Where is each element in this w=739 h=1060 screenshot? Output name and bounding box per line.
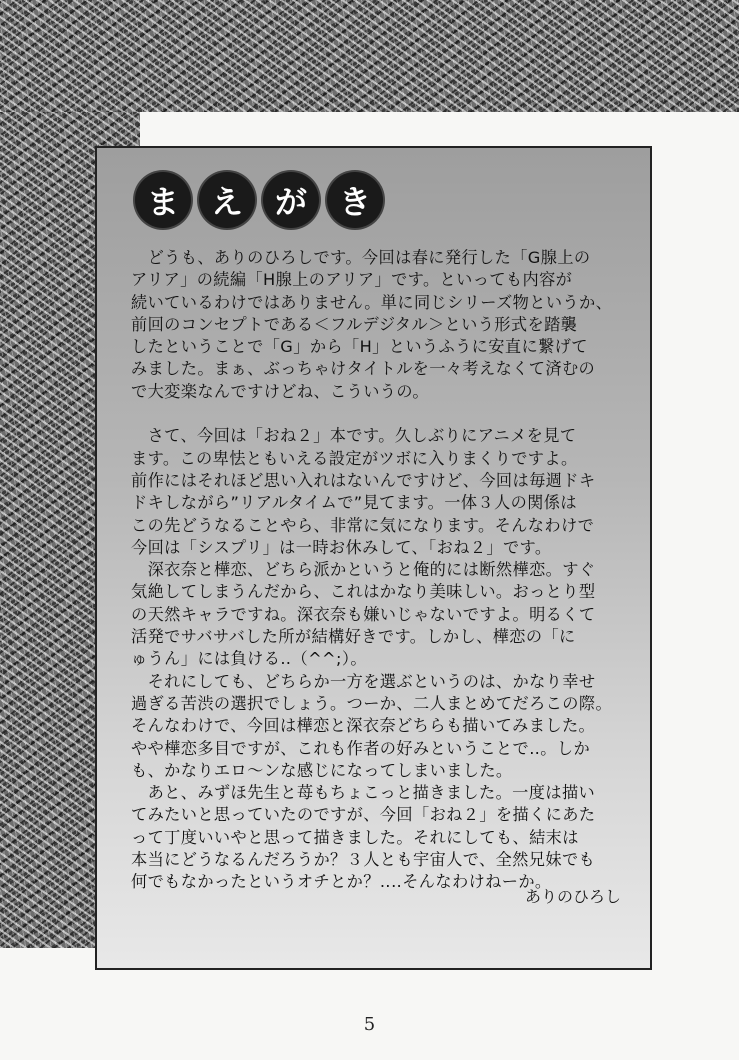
title-char: き [327, 172, 383, 228]
author-signature: ありのひろし [524, 887, 621, 906]
title-char: え [199, 172, 255, 228]
page-number: 5 [363, 1014, 376, 1035]
text-line: 前作にはそれほど思い入れはないんですけど、今回は毎週ドキ [131, 470, 596, 490]
text-line: ます。この卑怯ともいえる設定がツボに入りまくりですよ。 [131, 448, 578, 468]
paragraph-2 [131, 425, 631, 893]
text-line: 今回は「シスプリ」は一時お休みして、「おね２」です。 [131, 537, 552, 557]
text-line: みました。まぁ、ぶっちゃけタイトルを一々考えなくて済むの [131, 359, 596, 379]
page-title [135, 172, 383, 230]
text-line: それにしても、どちらか一方を選ぶというのは、かなり幸せ [131, 671, 596, 691]
text-line: さて、今回は「おね２」本です。久しぶりにアニメを見て [131, 426, 577, 446]
title-char: が [263, 172, 319, 228]
foliage-border-top [0, 0, 739, 112]
text-line: てみたいと思っていたのですが、今回「おね２」を描くにあた [131, 805, 596, 825]
text-line: アリア」の続編「H腺上のアリア」です。といっても内容が [131, 270, 573, 290]
text-line: って丁度いいやと思って描きました。それにしても、結末は [131, 827, 579, 847]
text-line: も、かなりエロ～ンな感じになってしまいました。 [131, 760, 513, 780]
paragraph-gap [131, 403, 631, 425]
body-text [131, 247, 631, 894]
text-line: 続いているわけではありません。単に同じシリーズ物というか、 [131, 292, 613, 312]
text-line: の天然キャラですね。深衣奈も嫌いじゃないですよ。明るくて [131, 604, 596, 624]
text-line: 前回のコンセプトである＜フルデジタル＞という形式を踏襲 [131, 314, 578, 334]
text-line: やや樺恋多目ですが、これも作者の好みということで‥。しか [131, 738, 591, 758]
text-line: あと、みずほ先生と苺もちょこっと描きました。一度は描い [131, 783, 596, 803]
text-line: この先どうなることやら、非常に気になります。そんなわけで [131, 515, 595, 535]
text-line: どうも、ありのひろしです。今回は春に発行した「G腺上の [131, 248, 591, 267]
paragraph-1 [131, 247, 631, 403]
text-line: 深衣奈と樺恋、どちら派かというと俺的には断然樺恋。すぐ [131, 560, 596, 580]
text-line: 何でもなかったというオチとか？‥‥そんなわけねーか。 [131, 872, 552, 892]
text-line: 過ぎる苦渋の選択でしょう。つーか、二人まとめてだろこの際。 [131, 693, 613, 713]
text-line: で大変楽なんですけどね、こういうの。 [131, 381, 429, 401]
title-char: ま [135, 172, 191, 228]
text-line: 本当にどうなるんだろうか？３人とも宇宙人で、全然兄妹でも [131, 850, 596, 870]
text-line: ゅうん」には負ける‥（^^;）。 [131, 649, 367, 669]
text-line: ドキしながら”リアルタイムで”見てます。一体３人の関係は [131, 493, 577, 513]
text-line: したということで「G」から「H」というふうに安直に繋げて [131, 337, 588, 357]
text-line: 活発でサバサバした所が結構好きです。しかし、樺恋の「に [131, 627, 576, 647]
text-line: 気絶してしまうんだから、これはかなり美味しい。おっとり型 [131, 582, 596, 602]
text-line: そんなわけで、今回は樺恋と深衣奈どちらも描いてみました。 [131, 716, 596, 736]
